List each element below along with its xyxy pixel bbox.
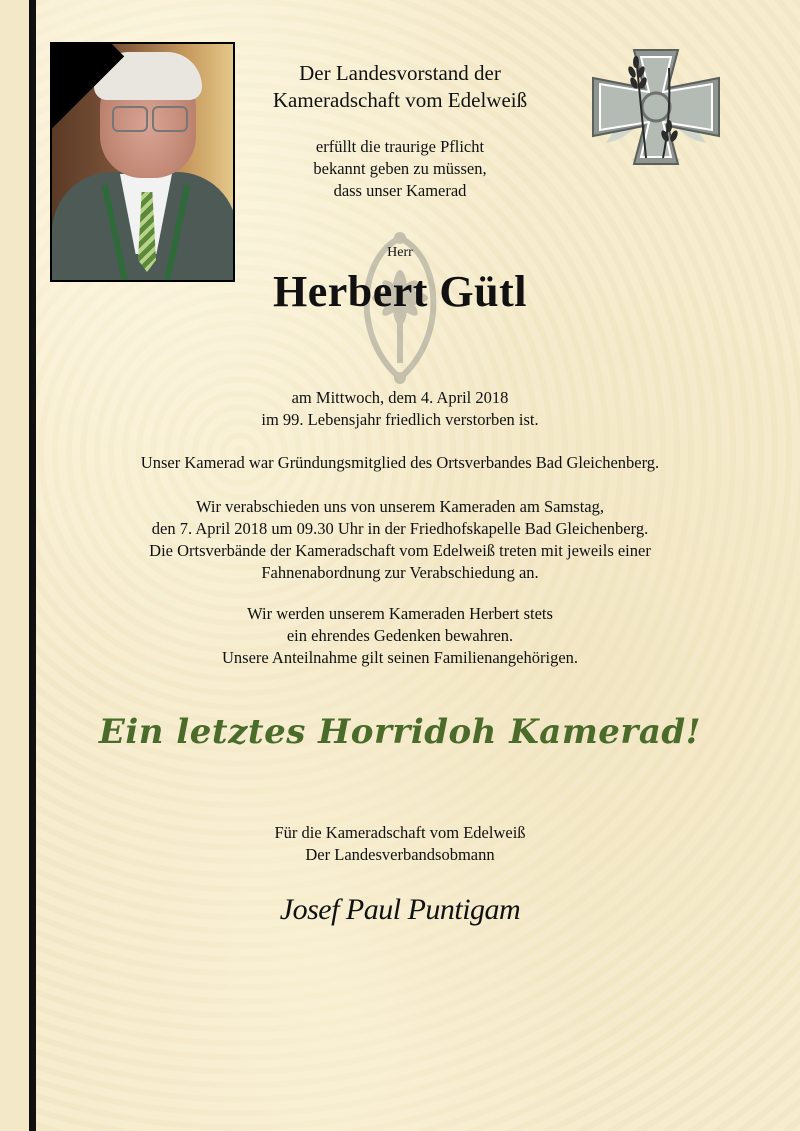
farewell-text: Ein letztes Horridoh Kamerad! xyxy=(98,712,702,752)
death-age-line: im 99. Lebensjahr friedlich verstorben ist. xyxy=(261,410,539,429)
header-line-2: Kameradschaft vom Edelweiß xyxy=(272,88,528,112)
duty-line-2: bekannt geben zu müssen, xyxy=(313,159,487,178)
salutation: Herr xyxy=(387,245,413,260)
duty-block xyxy=(0,136,800,202)
duty-line-1: erfüllt die traurige Pflicht xyxy=(315,137,485,156)
duty-line-3: dass unser Kamerad xyxy=(333,181,467,200)
signoff-line-2: Der Landesverbandsobmann xyxy=(305,845,495,864)
header-block xyxy=(0,60,800,114)
death-block xyxy=(0,387,800,431)
memory-line-1: Wir werden unserem Kameraden Herbert stets xyxy=(247,604,553,623)
death-date-line: am Mittwoch, dem 4. April 2018 xyxy=(291,388,509,407)
service-line-2: den 7. April 2018 um 09.30 Uhr in der Friedhofskapelle Bad Gleichenberg. xyxy=(151,519,649,538)
header-line-1: Der Landesvorstand der xyxy=(299,61,501,85)
service-line-3: Die Ortsverbände der Kameradschaft vom Edelweiß treten mit jeweils einer xyxy=(149,541,651,560)
memory-line-3: Unsere Anteilnahme gilt seinen Familienangehörigen. xyxy=(221,648,579,667)
memory-line-2: ein ehrendes Gedenken bewahren. xyxy=(286,626,514,645)
signature: Josef Paul Puntigam xyxy=(279,893,521,926)
service-block xyxy=(0,496,800,584)
deceased-name: Herbert Gütl xyxy=(272,267,528,316)
memory-block xyxy=(0,603,800,669)
signoff-block xyxy=(0,822,800,866)
signoff-line-1: Für die Kameradschaft vom Edelweiß xyxy=(274,823,526,842)
membership-text: Unser Kamerad war Gründungsmitglied des Ortsverbandes Bad Gleichenberg. xyxy=(140,453,660,472)
service-line-4: Fahnenabordnung zur Verabschiedung an. xyxy=(261,563,539,582)
service-line-1: Wir verabschieden uns von unserem Kameraden am Samstag, xyxy=(195,497,605,516)
